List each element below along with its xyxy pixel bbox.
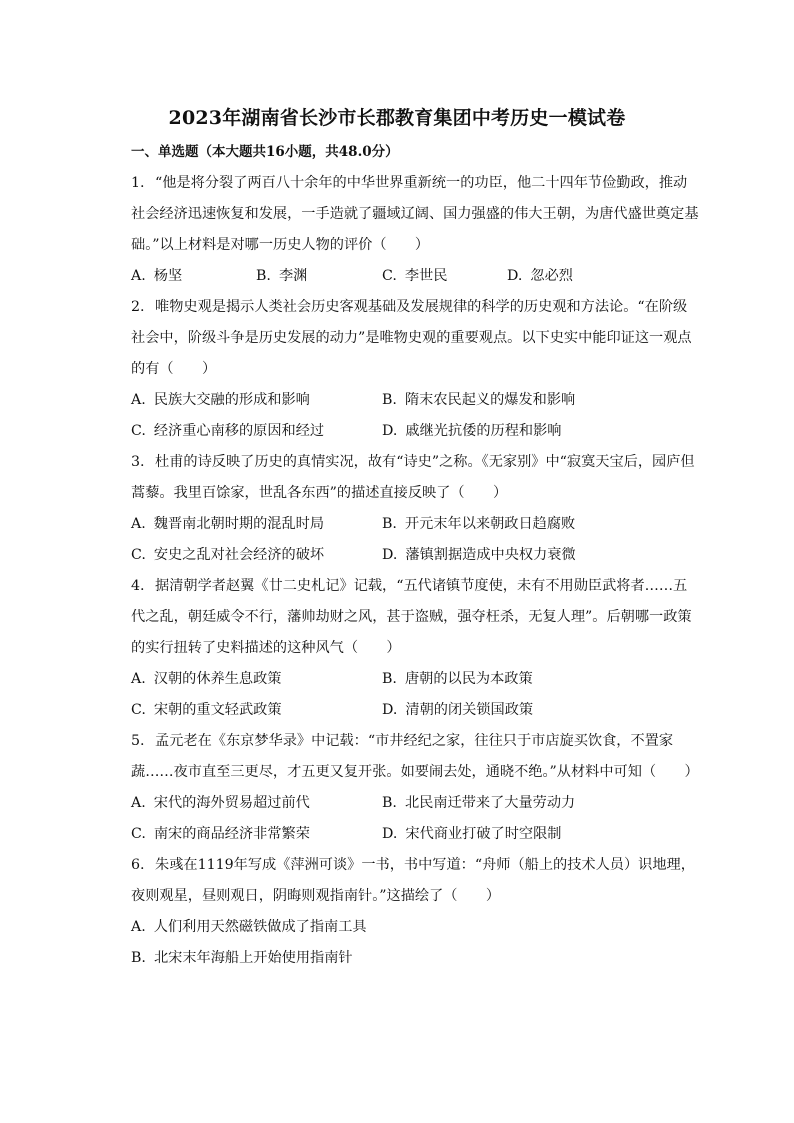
option-row xyxy=(131,416,701,447)
option-row xyxy=(131,385,701,416)
option-d[interactable] xyxy=(382,695,533,726)
option-letter: A. xyxy=(131,919,146,935)
option-letter: C. xyxy=(382,268,397,284)
question-1 xyxy=(131,168,701,292)
question-number: 6. xyxy=(131,857,145,873)
option-letter: B. xyxy=(382,516,397,532)
option-letter: B. xyxy=(382,795,397,811)
option-row xyxy=(131,540,701,571)
option-c[interactable] xyxy=(382,261,447,292)
question-number: 1. xyxy=(131,175,145,191)
question-stem: 杜甫的诗反映了历史的真情实况，故有“诗史”之称。《无家别》中“寂寞天宝后，园庐但蒿藜。我里百馀家，世乱各东西”的描述直接反映了（ ） xyxy=(131,454,695,501)
option-row xyxy=(131,695,701,726)
question-2 xyxy=(131,292,701,447)
question-5 xyxy=(131,726,701,850)
option-text: 戚继光抗倭的历程和影响 xyxy=(405,423,562,439)
option-text: 北宋末年海船上开始使用指南针 xyxy=(153,950,353,966)
option-text: 唐朝的以民为本政策 xyxy=(404,671,533,687)
option-a[interactable] xyxy=(131,788,310,819)
option-letter: B. xyxy=(256,268,271,284)
option-d[interactable] xyxy=(507,261,573,292)
question-6 xyxy=(131,850,701,974)
option-text: 安史之乱对社会经济的破坏 xyxy=(153,547,325,563)
option-b[interactable] xyxy=(382,385,575,416)
option-text: 宋朝的重文轻武政策 xyxy=(153,702,282,718)
question-number: 4. xyxy=(131,578,145,594)
option-d[interactable] xyxy=(382,540,576,571)
option-letter: B. xyxy=(382,392,397,408)
option-a[interactable] xyxy=(131,664,281,695)
question-stem: 朱彧在1119年写成《萍洲可谈》一书，书中写道：“舟师（船上的技术人员）识地理，夜则观星，昼则观日，阴晦则观指南针。”这描绘了（ ） xyxy=(131,857,695,904)
option-letter: C. xyxy=(131,702,146,718)
option-text: 经济重心南移的原因和经过 xyxy=(153,423,325,439)
question-stem: 唯物史观是揭示人类社会历史客观基础及发展规律的科学的历史观和方法论。“在阶级社会中，阶级斗争是历史发展的动力”是唯物史观的重要观点。以下史实中能印证这一观点的有（ ） xyxy=(131,299,692,377)
option-letter: D. xyxy=(382,423,398,439)
option-d[interactable] xyxy=(382,819,561,850)
question-number: 2. xyxy=(131,299,145,315)
option-letter: A. xyxy=(131,392,146,408)
option-letter: C. xyxy=(131,547,146,563)
option-b[interactable] xyxy=(382,509,575,540)
option-text: 隋末农民起义的爆发和影响 xyxy=(404,392,576,408)
option-letter: A. xyxy=(131,671,146,687)
option-text: 忽必烈 xyxy=(530,268,573,284)
option-text: 人们利用天然磁铁做成了指南工具 xyxy=(153,919,367,935)
option-letter: A. xyxy=(131,268,146,284)
option-a[interactable] xyxy=(131,261,182,292)
option-a[interactable] xyxy=(131,509,324,540)
option-row xyxy=(131,509,701,540)
option-text: 藩镇割据造成中央权力衰微 xyxy=(405,547,576,563)
option-letter: A. xyxy=(131,795,146,811)
question-list xyxy=(131,168,701,974)
option-row xyxy=(131,261,701,292)
question-stem: 孟元老在《东京梦华录》中记载：“市井经纪之家，往往只于市店旋买饮食，不置家蔬……夜市直至三更尽，才五更又复开张。如要闹去处，通晓不绝。”从材料中可知（ ） xyxy=(131,733,699,780)
option-text: 北民南迁带来了大量劳动力 xyxy=(404,795,576,811)
question-number: 5. xyxy=(131,733,145,749)
option-c[interactable] xyxy=(131,819,310,850)
option-a[interactable] xyxy=(131,912,701,943)
question-number: 3. xyxy=(131,454,145,470)
option-text: 汉朝的休养生息政策 xyxy=(153,671,282,687)
option-row xyxy=(131,788,701,819)
option-text: 宋代商业打破了时空限制 xyxy=(405,826,562,842)
section-heading: 一、单选题（本大题共16小题，共48.0分） xyxy=(131,144,399,160)
option-text: 李世民 xyxy=(404,268,448,284)
option-letter: D. xyxy=(382,702,398,718)
option-letter: A. xyxy=(131,516,146,532)
option-text: 李渊 xyxy=(278,268,308,284)
option-c[interactable] xyxy=(131,540,324,571)
question-stem: “他是将分裂了两百八十余年的中华世界重新统一的功臣，他二十四年节俭勤政，推动社会经济迅速恢复和发展，一手造就了疆域辽阔、国力强盛的伟大王朝，为唐代盛世奠定基础。”以上材料是对哪一历史人物的评价（ ） xyxy=(131,175,699,253)
option-b[interactable] xyxy=(131,943,701,974)
option-text: 魏晋南北朝时期的混乱时局 xyxy=(153,516,325,532)
option-row xyxy=(131,664,701,695)
option-text: 开元末年以来朝政日趋腐败 xyxy=(404,516,576,532)
question-4 xyxy=(131,571,701,726)
option-d[interactable] xyxy=(382,416,561,447)
option-text: 清朝的闭关锁国政策 xyxy=(405,702,534,718)
option-text: 南宋的商品经济非常繁荣 xyxy=(153,826,310,842)
option-b[interactable] xyxy=(256,261,307,292)
option-text: 杨坚 xyxy=(153,268,183,284)
option-row xyxy=(131,819,701,850)
option-letter: D. xyxy=(507,268,523,284)
option-letter: D. xyxy=(382,547,398,563)
option-b[interactable] xyxy=(382,788,575,819)
question-stem: 据清朝学者赵翼《廿二史札记》记载，“五代诸镇节度使，未有不用勋臣武将者……五代之乱，朝廷威令不行，藩帅劫财之风，甚于盗贼，强夺枉杀，无复人理”。后朝哪一政策的实行扭转了史料描述的这种风气（ ） xyxy=(131,578,692,656)
question-3 xyxy=(131,447,701,571)
option-c[interactable] xyxy=(131,416,324,447)
option-letter: D. xyxy=(382,826,398,842)
option-a[interactable] xyxy=(131,385,310,416)
exam-title: 2023年湖南省长沙市长郡教育集团中考历史一模试卷 xyxy=(168,107,626,129)
option-letter: C. xyxy=(131,423,146,439)
option-b[interactable] xyxy=(382,664,533,695)
option-letter: C. xyxy=(131,826,146,842)
option-text: 宋代的海外贸易超过前代 xyxy=(153,795,310,811)
option-c[interactable] xyxy=(131,695,282,726)
option-letter: B. xyxy=(131,950,146,966)
option-text: 民族大交融的形成和影响 xyxy=(153,392,310,408)
option-letter: B. xyxy=(382,671,397,687)
